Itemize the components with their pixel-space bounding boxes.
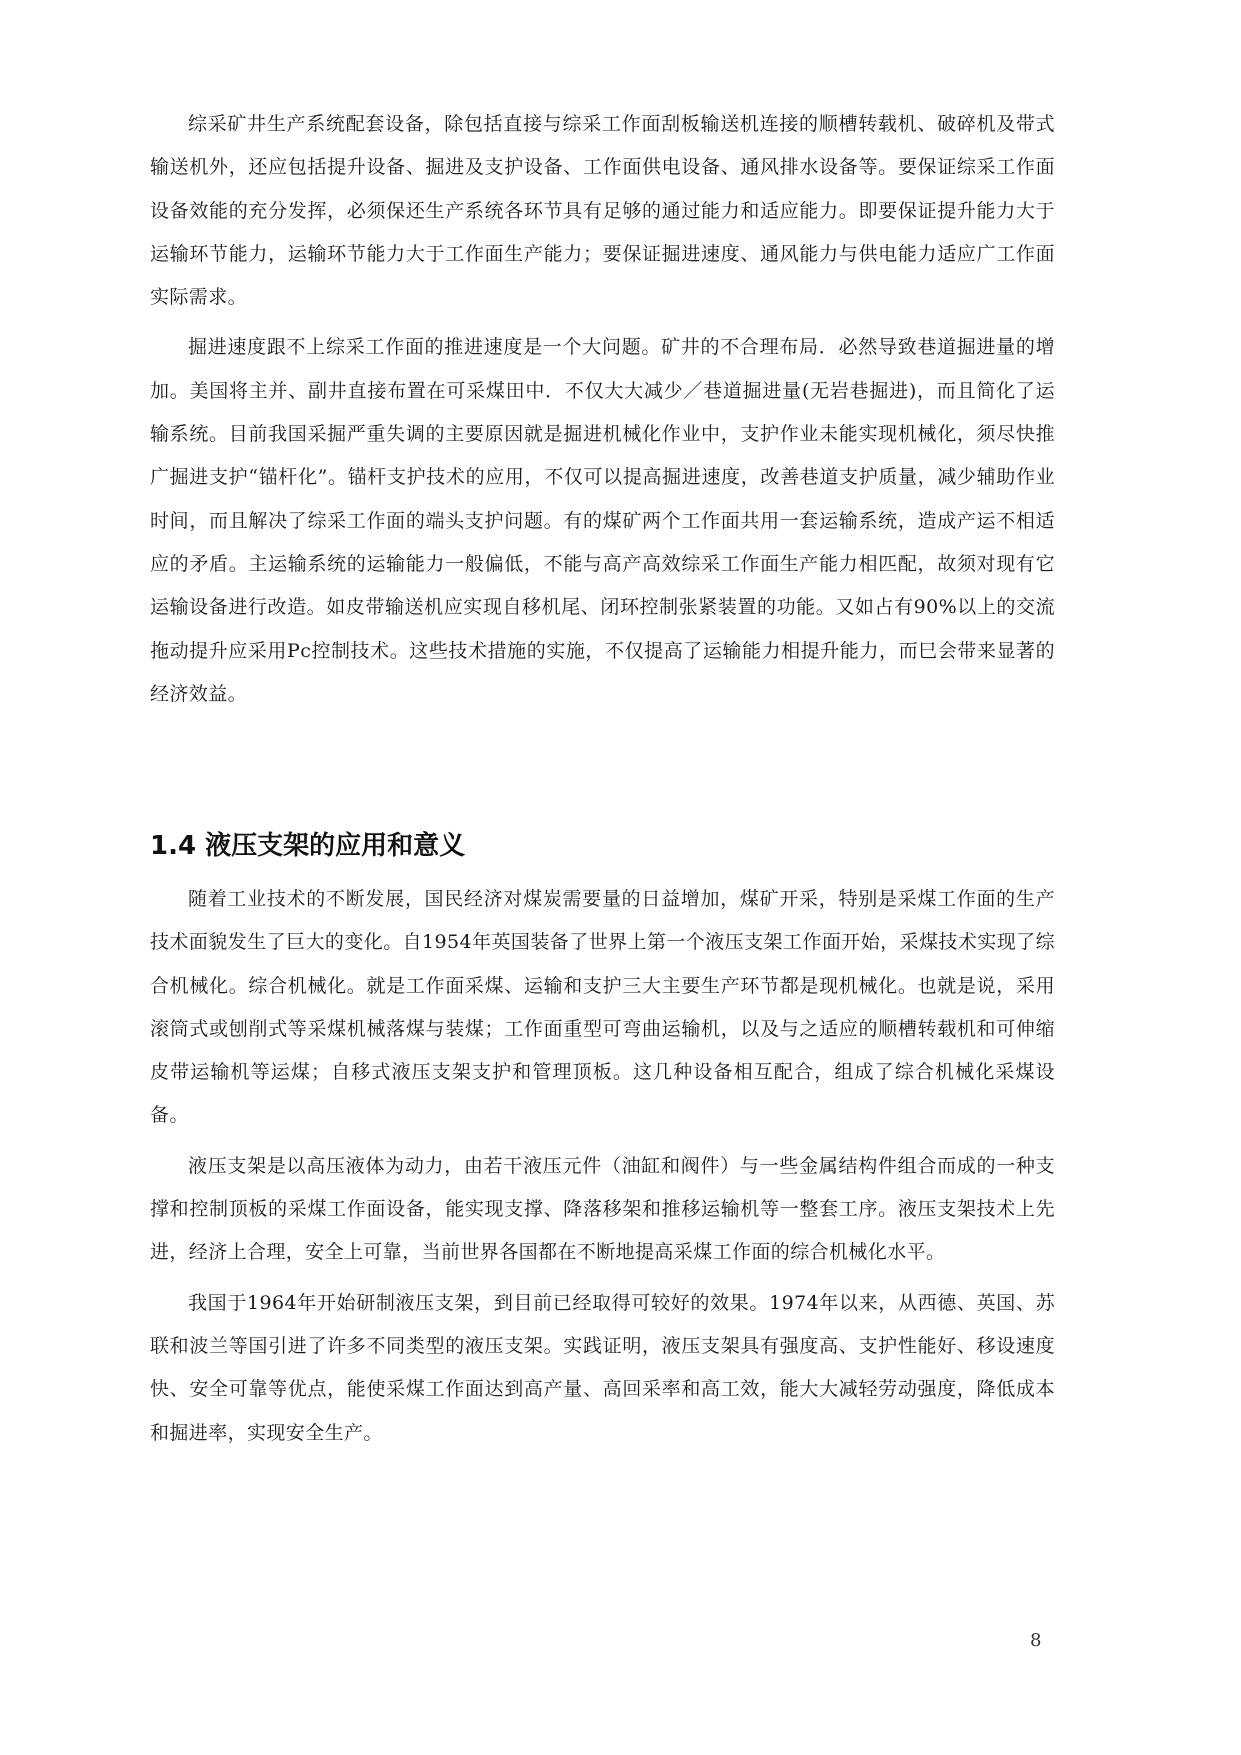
paragraph-hydraulic-support-definition: 液压支架是以高压液体为动力，由若干液压元件（油缸和阀件）与一些金属结构件组合而成的一种支撑和控制顶板的采煤工作面设备，能实现支撑、降落移架和推移运输机等一整套工序。液压支架技术上先进，经济上合理，安全上可靠，当前世界各国都在不断地提高采煤工作面的综合机械化水平。 xyxy=(150,1154,1055,1264)
page-number: 8 xyxy=(1030,1630,1042,1651)
paragraph-supporting-equipment: 综采矿井生产系统配套设备，除包括直接与综采工作面刮板输送机连接的顺槽转载机、破碎机及带式输送机外，还应包括提升设备、掘进及支护设备、工作面供电设备、通风排水设备等。要保证综采工作面设备效能的充分发挥，必须保还生产系统各环节具有足够的通过能力和适应能力。即要保证提升能力大于运输环节能力，运输环节能力大于工作面生产能力；要保证掘进速度、通风能力与供电能力适应广工作面实际需求。 xyxy=(150,113,1055,309)
paragraph-excavation-speed: 掘进速度跟不上综采工作面的推进速度是一个大问题。矿井的不合理布局．必然导致巷道掘进量的增加。美国将主并、副井直接布置在可采煤田中．不仅大大减少／巷道掘进量(无岩巷掘进)，而且简化了运输系统。目前我国采掘严重失调的主要原因就是掘进机械化作业中，支护作业未能实现机械化，须尽快推广掘进支护“锚杆化”。锚杆支护技术的应用，不仅可以提高掘进速度，改善巷道支护质量，减少辅助作业时间，而且解决了综采工作面的端头支护问题。有的煤矿两个工作面共用一套运输系统，造成产运不相适应的矛盾。主运输系统的运输能力一般偏低，不能与高产高效综采工作面生产能力相匹配，故须对现有它运输设备进行改造。如皮带输送机应实现自移机尾、闭环控制张紧装置的功能。又如占有90%以上的交流拖动提升应采用Pc控制技术。这些技术措施的实施，不仅提高了运输能力相提升能力，而巳会带来显著的经济效益。 xyxy=(150,336,1055,705)
paragraph-industrial-development: 随着工业技术的不断发展，国民经济对煤炭需要量的日益增加，煤矿开采，特别是采煤工作面的生产技术面貌发生了巨大的变化。自1954年英国装备了世界上第一个液压支架工作面开始，采煤技术实现了综合机械化。综合机械化。就是工作面采煤、运输和支护三大主要生产环节都是现机械化。也就是说，采用滚筒式或刨削式等采煤机械落煤与装煤；工作面重型可弯曲运输机，以及与之适应的顺槽转载机和可伸缩皮带运输机等运煤；自移式液压支架支护和管理顶板。这几种设备相互配合，组成了综合机械化采煤设备。 xyxy=(150,888,1055,1127)
paragraph-china-development: 我国于1964年开始研制液压支架，到目前已经取得可较好的效果。1974年以来，从西德、英国、苏联和波兰等国引进了许多不同类型的液压支架。实践证明，液压支架具有强度高、支护性能好、移设速度快、安全可靠等优点，能使采煤工作面达到高产量、高回采率和高工效，能大大减轻劳动强度，降低成本和掘进率，实现安全生产。 xyxy=(150,1291,1055,1444)
section-text-block xyxy=(150,878,1055,1455)
section-heading: 1.4 液压支架的应用和意义 xyxy=(150,831,466,861)
intro-text-block xyxy=(150,103,1055,716)
